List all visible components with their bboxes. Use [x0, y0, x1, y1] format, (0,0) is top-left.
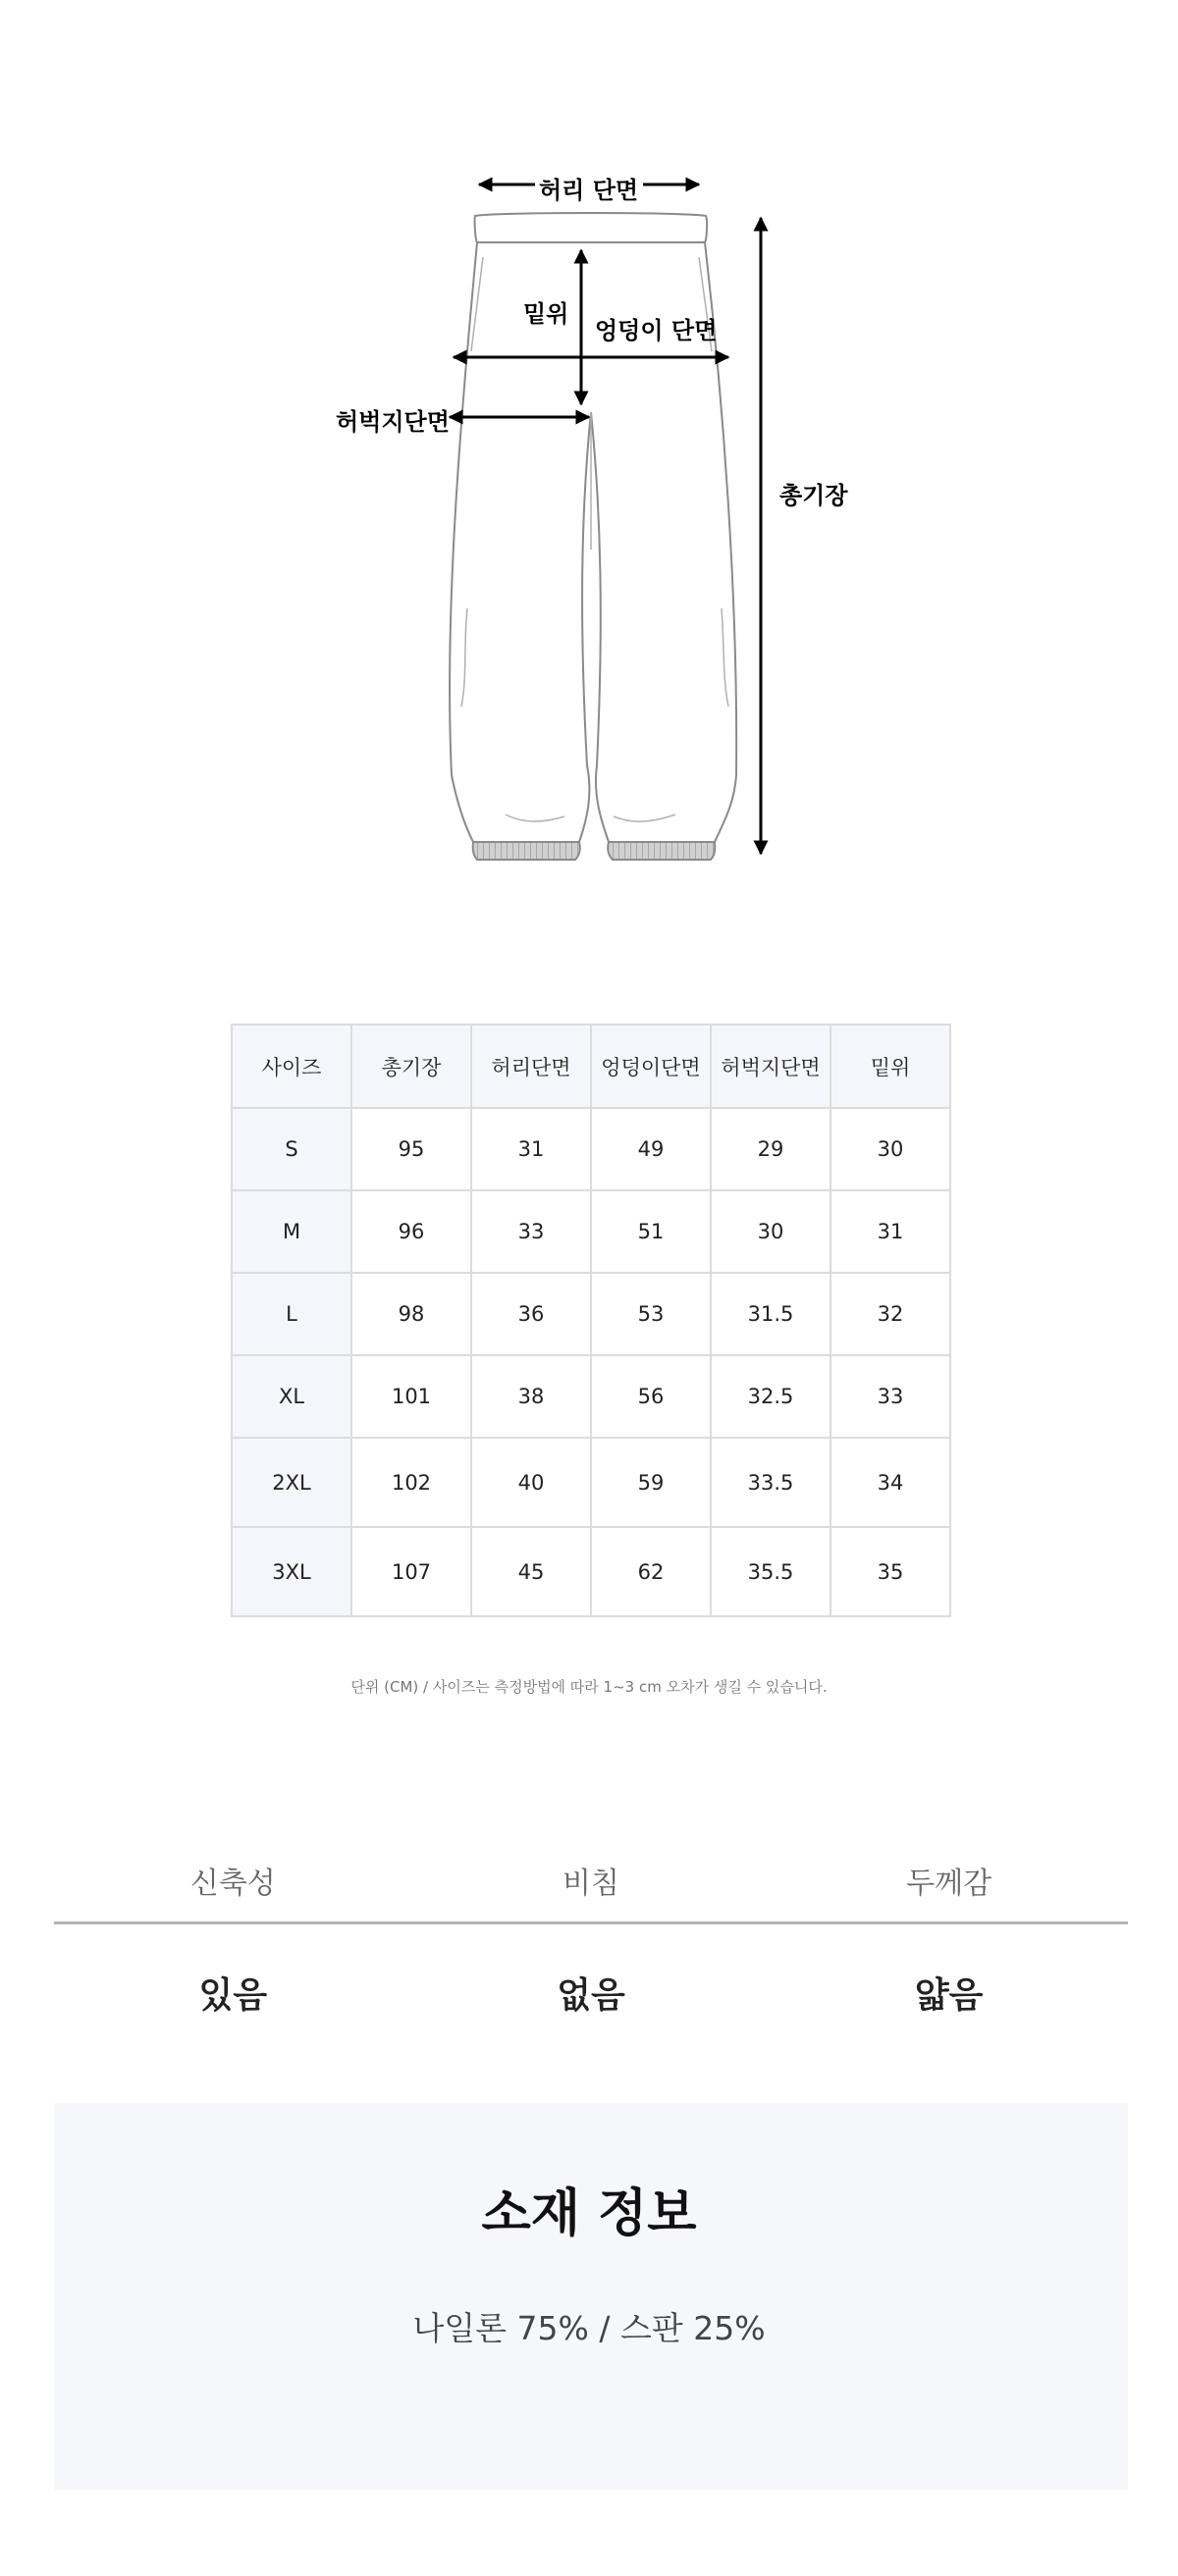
- table-cell: 38: [471, 1355, 591, 1438]
- table-header-cell: 밑위: [830, 1025, 950, 1108]
- table-cell: 33.5: [711, 1438, 830, 1527]
- table-cell: 62: [591, 1527, 711, 1616]
- waistband: [475, 213, 707, 242]
- table-header-cell: 엉덩이단면: [591, 1025, 711, 1108]
- length-label: 총기장: [779, 482, 848, 509]
- material-panel: [54, 2103, 1128, 2490]
- table-header-cell: 허리단면: [471, 1025, 591, 1108]
- size-note: 단위 (CM) / 사이즈는 측정방법에 따라 1~3 cm 오차가 생길 수 있습니다.: [350, 1678, 828, 1696]
- table-cell: M: [232, 1190, 351, 1273]
- table-cell: 33: [830, 1355, 950, 1438]
- table-cell: 35: [830, 1527, 950, 1616]
- attribute-values: [54, 1968, 1128, 2018]
- table-cell: 40: [471, 1438, 591, 1527]
- size-diagram: [0, 0, 1178, 883]
- table-cell: 101: [351, 1355, 471, 1438]
- table-cell: 31: [830, 1190, 950, 1273]
- table-cell: 95: [351, 1108, 471, 1190]
- table-cell: 31.5: [711, 1273, 830, 1355]
- table-cell: L: [232, 1273, 351, 1355]
- table-row: [232, 1438, 950, 1527]
- table-cell: S: [232, 1108, 351, 1190]
- size-table: [231, 1024, 951, 1617]
- attribute-value-stretch: 있음: [198, 1975, 268, 2016]
- attribute-value-sheer: 없음: [557, 1975, 625, 2016]
- thigh-label: 허벅지단면: [336, 408, 450, 436]
- table-row: [232, 1355, 950, 1438]
- table-cell: 59: [591, 1438, 711, 1527]
- table-cell: 107: [351, 1527, 471, 1616]
- table-cell: 102: [351, 1438, 471, 1527]
- table-row: [232, 1190, 950, 1273]
- table-header-row: [232, 1025, 950, 1108]
- table-cell: 33: [471, 1190, 591, 1273]
- waist-label: 허리 단면: [539, 177, 639, 204]
- attribute-headers: [54, 1859, 1128, 1902]
- table-cell: XL: [232, 1355, 351, 1438]
- table-cell: 56: [591, 1355, 711, 1438]
- table-cell: 36: [471, 1273, 591, 1355]
- material-title: 소재 정보: [481, 2184, 697, 2243]
- table-cell: 35.5: [711, 1527, 830, 1616]
- left-cuff: [473, 842, 580, 860]
- hip-label: 엉덩이 단면: [595, 317, 718, 344]
- table-cell: 30: [830, 1108, 950, 1190]
- table-cell: 45: [471, 1527, 591, 1616]
- table-row: [232, 1527, 950, 1616]
- table-cell: 30: [711, 1190, 830, 1273]
- attribute-header-thickness: 두께감: [906, 1866, 992, 1901]
- pants-illustration: [0, 0, 1178, 883]
- attribute-header-sheer: 비침: [562, 1866, 619, 1901]
- rise-label: 밑위: [523, 300, 569, 328]
- table-row: [232, 1108, 950, 1190]
- table-cell: 32: [830, 1273, 950, 1355]
- table-header-cell: 허벅지단면: [711, 1025, 830, 1108]
- table-cell: 29: [711, 1108, 830, 1190]
- right-cuff: [608, 842, 715, 860]
- attribute-divider: [54, 1921, 1128, 1924]
- table-cell: 2XL: [232, 1438, 351, 1527]
- table-cell: 53: [591, 1273, 711, 1355]
- attribute-value-thickness: 얇음: [914, 1975, 984, 2016]
- table-cell: 96: [351, 1190, 471, 1273]
- attribute-header-stretch: 신축성: [189, 1866, 276, 1901]
- table-header-cell: 총기장: [351, 1025, 471, 1108]
- material-content: 나일론 75% / 스판 25%: [412, 2309, 766, 2347]
- table-cell: 31: [471, 1108, 591, 1190]
- table-header-cell: 사이즈: [232, 1025, 351, 1108]
- table-cell: 32.5: [711, 1355, 830, 1438]
- table-cell: 3XL: [232, 1527, 351, 1616]
- table-cell: 49: [591, 1108, 711, 1190]
- table-cell: 51: [591, 1190, 711, 1273]
- table-cell: 98: [351, 1273, 471, 1355]
- table-cell: 34: [830, 1438, 950, 1527]
- table-row: [232, 1273, 950, 1355]
